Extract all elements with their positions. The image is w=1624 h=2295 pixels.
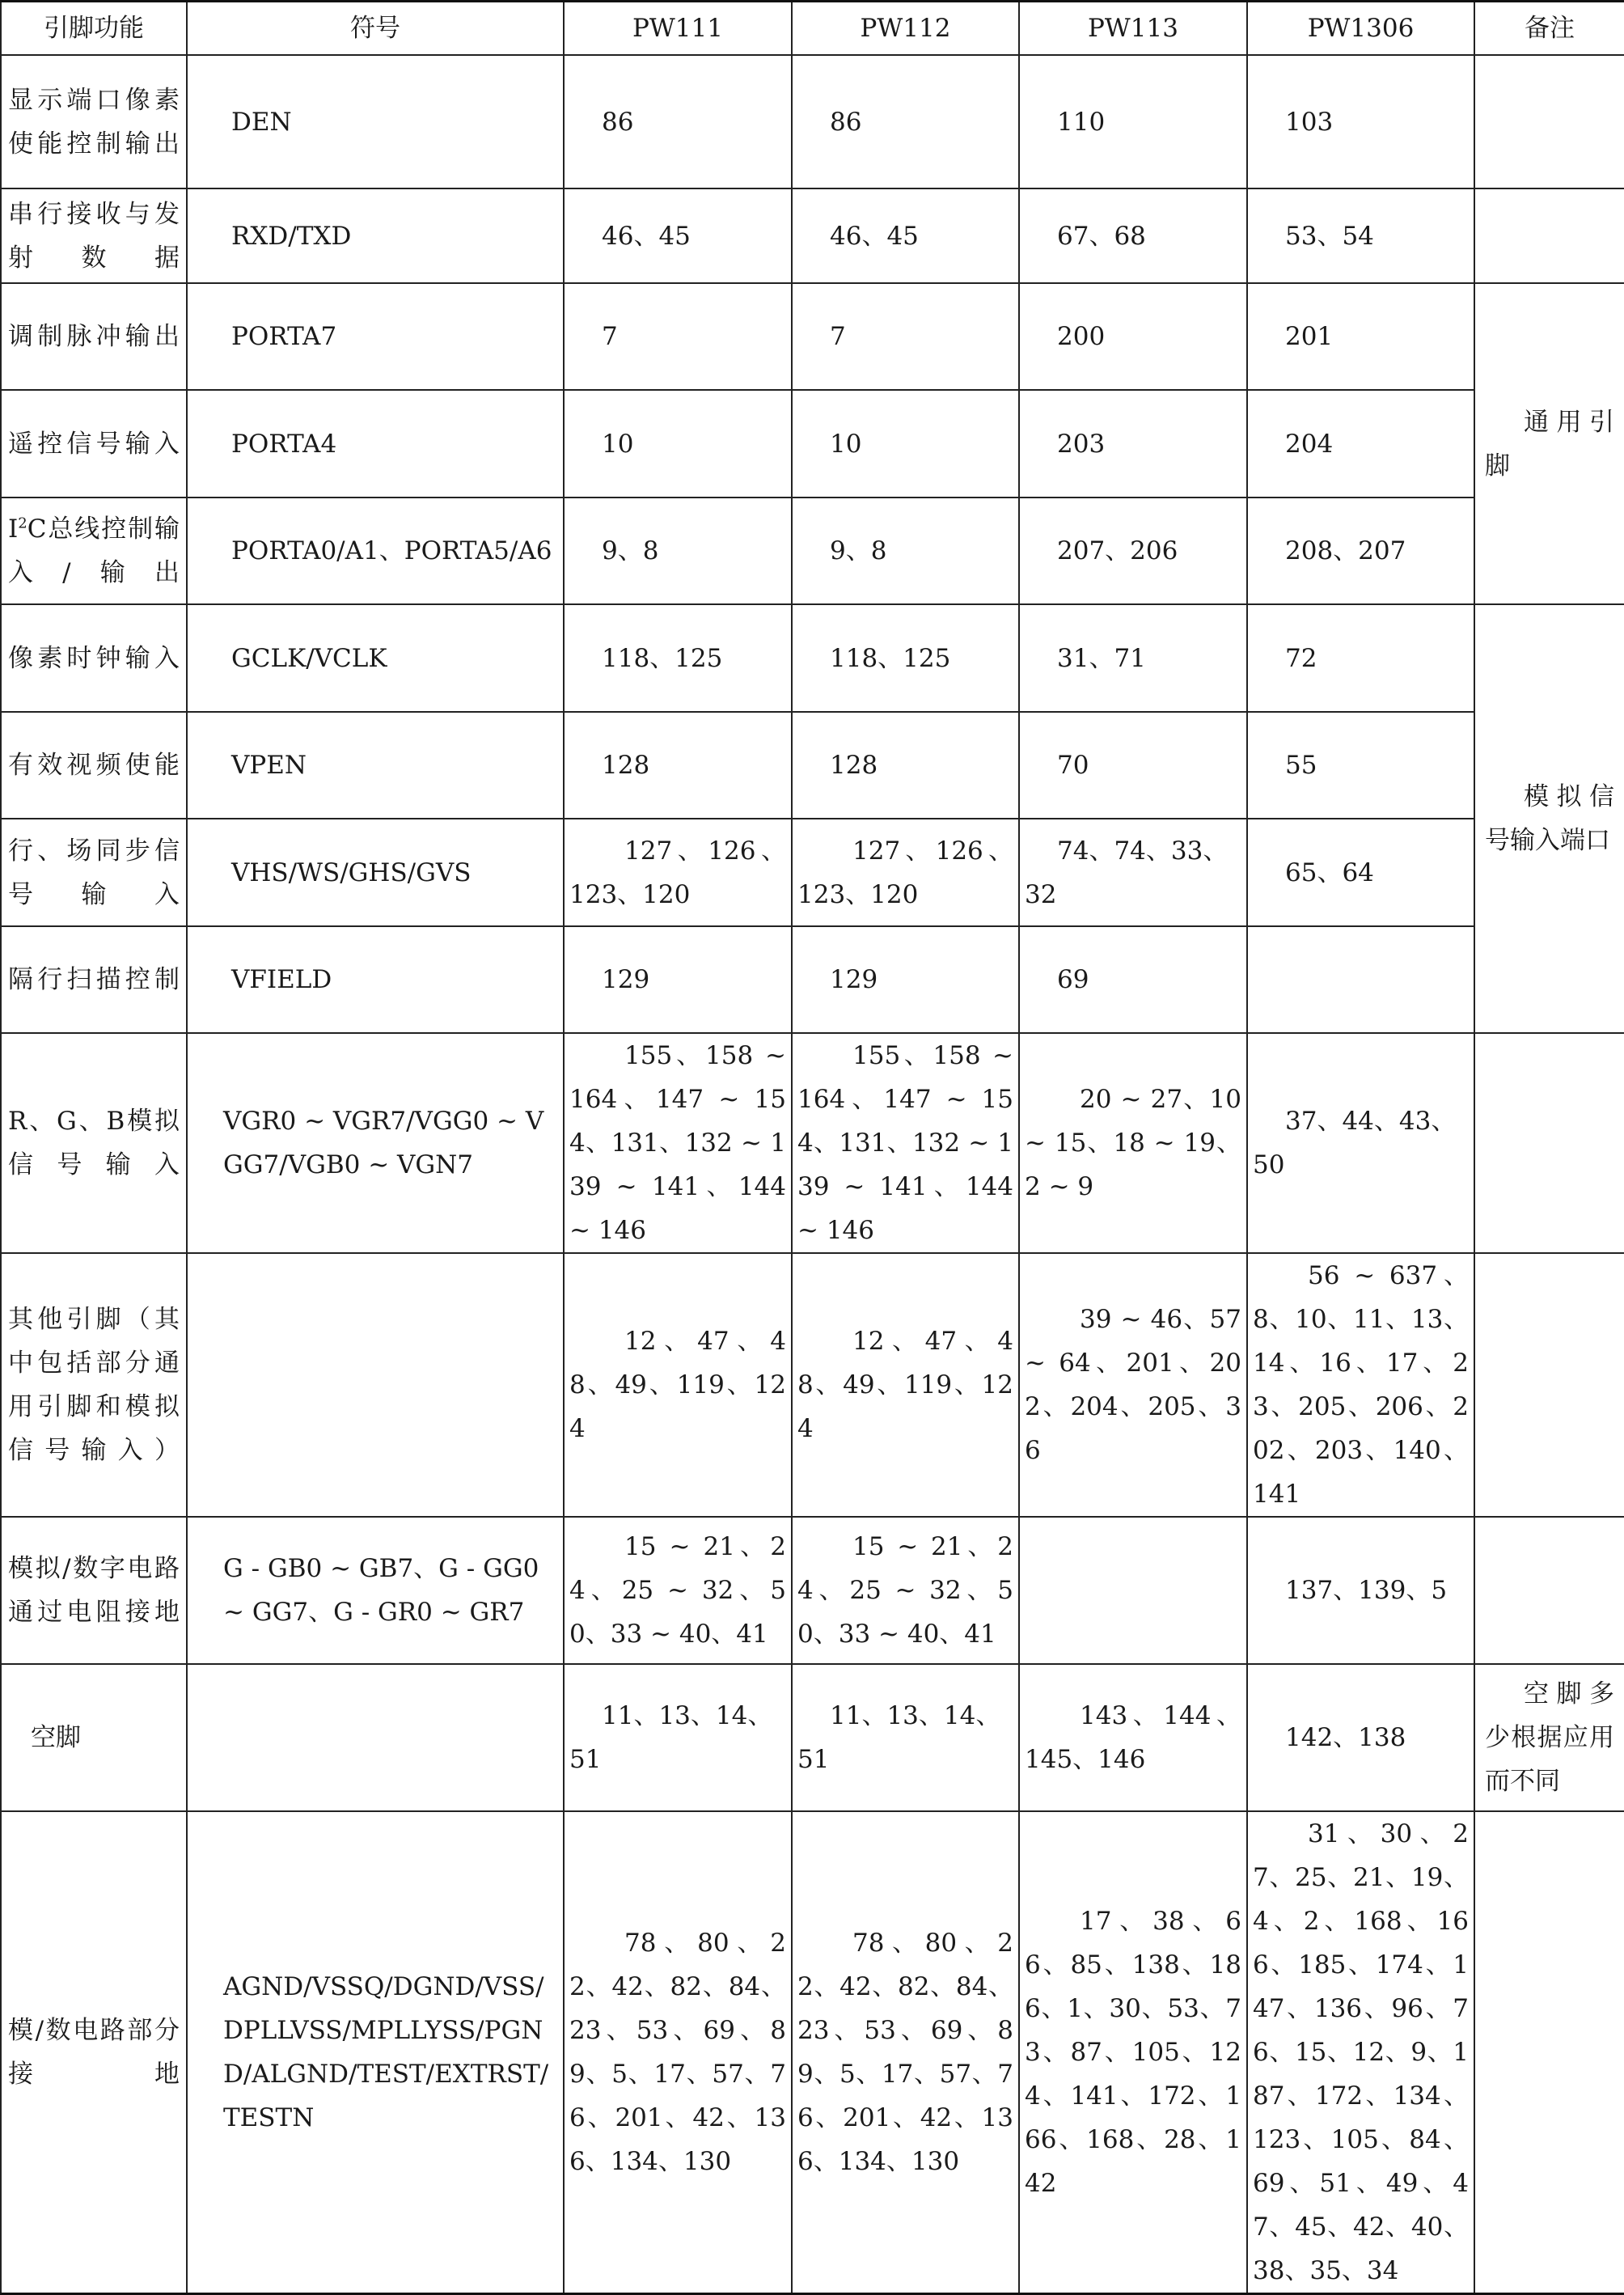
pin-function-cell: 其他引脚（其中包括部分通用引脚和模拟信号输入）	[1, 1253, 187, 1517]
pw113-cell: 69	[1019, 926, 1247, 1033]
header-pw112: PW112	[792, 2, 1019, 56]
table-row	[1, 1811, 1624, 2294]
pw1306-cell: 56 ~ 637、8、10、11、13、14、16、17、23、205、206、202、203、140、141	[1247, 1253, 1474, 1517]
pw112-cell: 9、8	[792, 498, 1019, 604]
pw111-cell: 12、47、48、49、119、124	[564, 1253, 792, 1517]
symbol-cell: VFIELD	[187, 926, 564, 1033]
pw112-cell: 118、125	[792, 604, 1019, 712]
pin-function-cell: 遥控信号输入	[1, 390, 187, 498]
pw112-cell: 128	[792, 712, 1019, 819]
pw111-cell: 155、158 ~ 164、147 ~ 154、131、132 ~ 139 ~ 141、144 ~ 146	[564, 1033, 792, 1253]
pw111-cell: 11、13、14、51	[564, 1664, 792, 1811]
symbol-cell: G - GB0 ~ GB7、G - GG0 ~ GG7、G - GR0 ~ GR7	[187, 1517, 564, 1664]
header-pw1306: PW1306	[1247, 2, 1474, 56]
pw111-cell: 128	[564, 712, 792, 819]
pw111-cell: 9、8	[564, 498, 792, 604]
pw113-cell: 31、71	[1019, 604, 1247, 712]
header-pw111: PW111	[564, 2, 792, 56]
pw113-cell: 17、38、66、85、138、186、1、30、53、73、87、105、124、141、172、166、168、28、142	[1019, 1811, 1247, 2294]
pin-function-cell: 模拟/数字电路通过电阻接地	[1, 1517, 187, 1664]
pw113-cell	[1019, 1517, 1247, 1664]
table-row	[1, 1253, 1624, 1517]
pw1306-cell: 53、54	[1247, 188, 1474, 283]
pw1306-cell: 204	[1247, 390, 1474, 498]
symbol-cell: VGR0 ~ VGR7/VGG0 ~ VGG7/VGB0 ~ VGN7	[187, 1033, 564, 1253]
pw113-cell: 67、68	[1019, 188, 1247, 283]
pin-function-cell: 行、场同步信号输入	[1, 819, 187, 926]
remarks-cell	[1474, 188, 1624, 283]
pw112-cell: 129	[792, 926, 1019, 1033]
pw1306-cell: 103	[1247, 55, 1474, 188]
pin-function-cell: 像素时钟输入	[1, 604, 187, 712]
pw113-cell: 203	[1019, 390, 1247, 498]
symbol-cell: PORTA0/A1、PORTA5/A6	[187, 498, 564, 604]
pw111-cell: 10	[564, 390, 792, 498]
table-row	[1, 604, 1624, 712]
remarks-analog-input-port: 模拟信号输入端口	[1474, 604, 1624, 1033]
symbol-cell: PORTA7	[187, 283, 564, 390]
table-row	[1, 188, 1624, 283]
table-row	[1, 712, 1624, 819]
pw112-cell: 15 ~ 21、24、25 ~ 32、50、33 ~ 40、41	[792, 1517, 1019, 1664]
remarks-cell	[1474, 1811, 1624, 2294]
symbol-cell	[187, 1253, 564, 1517]
symbol-cell: PORTA4	[187, 390, 564, 498]
pw1306-cell: 37、44、43、50	[1247, 1033, 1474, 1253]
pin-function-cell: 隔行扫描控制	[1, 926, 187, 1033]
pw111-cell: 78、80、22、42、82、84、23、53、69、89、5、17、57、76、201、42、136、134、130	[564, 1811, 792, 2294]
pw112-cell: 155、158 ~ 164、147 ~ 154、131、132 ~ 139 ~ 141、144 ~ 146	[792, 1033, 1019, 1253]
pw111-cell: 7	[564, 283, 792, 390]
pw1306-cell: 55	[1247, 712, 1474, 819]
table-header-row	[1, 2, 1624, 56]
pw113-cell: 207、206	[1019, 498, 1247, 604]
pin-function-cell: 空脚	[1, 1664, 187, 1811]
pw1306-cell: 201	[1247, 283, 1474, 390]
pin-function-cell: R、G、B模拟信号输入	[1, 1033, 187, 1253]
pin-function-cell: 模/数电路部分接地	[1, 1811, 187, 2294]
pw112-cell: 10	[792, 390, 1019, 498]
table-row	[1, 390, 1624, 498]
table-row	[1, 1664, 1624, 1811]
pw112-cell: 46、45	[792, 188, 1019, 283]
pw112-cell: 78、80、22、42、82、84、23、53、69、89、5、17、57、76、201、42、136、134、130	[792, 1811, 1019, 2294]
pw1306-cell	[1247, 926, 1474, 1033]
pw111-cell: 127、126、123、120	[564, 819, 792, 926]
pw113-cell: 110	[1019, 55, 1247, 188]
remarks-empty-pins: 空脚多少根据应用而不同	[1474, 1664, 1624, 1811]
pw113-cell: 200	[1019, 283, 1247, 390]
pin-function-cell: 显示端口像素使能控制输出	[1, 55, 187, 188]
header-symbol: 符号	[187, 2, 564, 56]
i2c-prefix: I	[8, 514, 19, 544]
pw113-cell: 20 ~ 27、10 ~ 15、18 ~ 19、2 ~ 9	[1019, 1033, 1247, 1253]
table-row	[1, 926, 1624, 1033]
pw111-cell: 46、45	[564, 188, 792, 283]
symbol-cell: GCLK/VCLK	[187, 604, 564, 712]
table-row	[1, 1517, 1624, 1664]
i2c-superscript: 2	[18, 514, 27, 532]
remarks-cell	[1474, 1517, 1624, 1664]
pw1306-cell: 137、139、5	[1247, 1517, 1474, 1664]
pw112-cell: 12、47、48、49、119、124	[792, 1253, 1019, 1517]
pw1306-cell: 142、138	[1247, 1664, 1474, 1811]
symbol-cell: VPEN	[187, 712, 564, 819]
pw111-cell: 86	[564, 55, 792, 188]
symbol-cell: AGND/VSSQ/DGND/VSS/DPLLVSS/MPLLYSS/PGND/ALGND/TEST/EXTRST/TESTN	[187, 1811, 564, 2294]
pw111-cell: 118、125	[564, 604, 792, 712]
pin-function-cell: 有效视频使能	[1, 712, 187, 819]
table-row	[1, 283, 1624, 390]
pin-function-cell: 调制脉冲输出	[1, 283, 187, 390]
header-remarks: 备注	[1474, 2, 1624, 56]
symbol-cell	[187, 1664, 564, 1811]
pw1306-cell: 65、64	[1247, 819, 1474, 926]
pw112-cell: 7	[792, 283, 1019, 390]
remarks-cell	[1474, 1253, 1624, 1517]
table-row	[1, 1033, 1624, 1253]
pw1306-cell: 72	[1247, 604, 1474, 712]
pw113-cell: 39 ~ 46、57 ~ 64、201、202、204、205、36	[1019, 1253, 1247, 1517]
header-pin-function: 引脚功能	[1, 2, 187, 56]
remarks-cell	[1474, 1033, 1624, 1253]
i2c-label: C总线控制输入/输出	[8, 514, 180, 587]
table-row	[1, 819, 1624, 926]
pw112-cell: 11、13、14、51	[792, 1664, 1019, 1811]
pw1306-cell: 31、30、27、25、21、19、4、2、168、166、185、174、147、136、96、76、15、12、9、187、172、134、123、105、84、69、51、49、47、45、42、40、38、35、34	[1247, 1811, 1474, 2294]
pw1306-cell: 208、207	[1247, 498, 1474, 604]
symbol-cell: RXD/TXD	[187, 188, 564, 283]
pw113-cell: 143、144、145、146	[1019, 1664, 1247, 1811]
pw113-cell: 70	[1019, 712, 1247, 819]
symbol-cell: DEN	[187, 55, 564, 188]
pw113-cell: 74、74、33、32	[1019, 819, 1247, 926]
symbol-cell: VHS/WS/GHS/GVS	[187, 819, 564, 926]
pw112-cell: 127、126、123、120	[792, 819, 1019, 926]
remarks-general-pins: 通用引脚	[1474, 283, 1624, 604]
pw111-cell: 15 ~ 21、24、25 ~ 32、50、33 ~ 40、41	[564, 1517, 792, 1664]
pin-function-cell	[1, 498, 187, 604]
pin-function-cell: 串行接收与发射数据	[1, 188, 187, 283]
pw111-cell: 129	[564, 926, 792, 1033]
header-pw113: PW113	[1019, 2, 1247, 56]
table-row	[1, 498, 1624, 604]
pw112-cell: 86	[792, 55, 1019, 188]
remarks-cell	[1474, 55, 1624, 188]
table-row	[1, 55, 1624, 188]
